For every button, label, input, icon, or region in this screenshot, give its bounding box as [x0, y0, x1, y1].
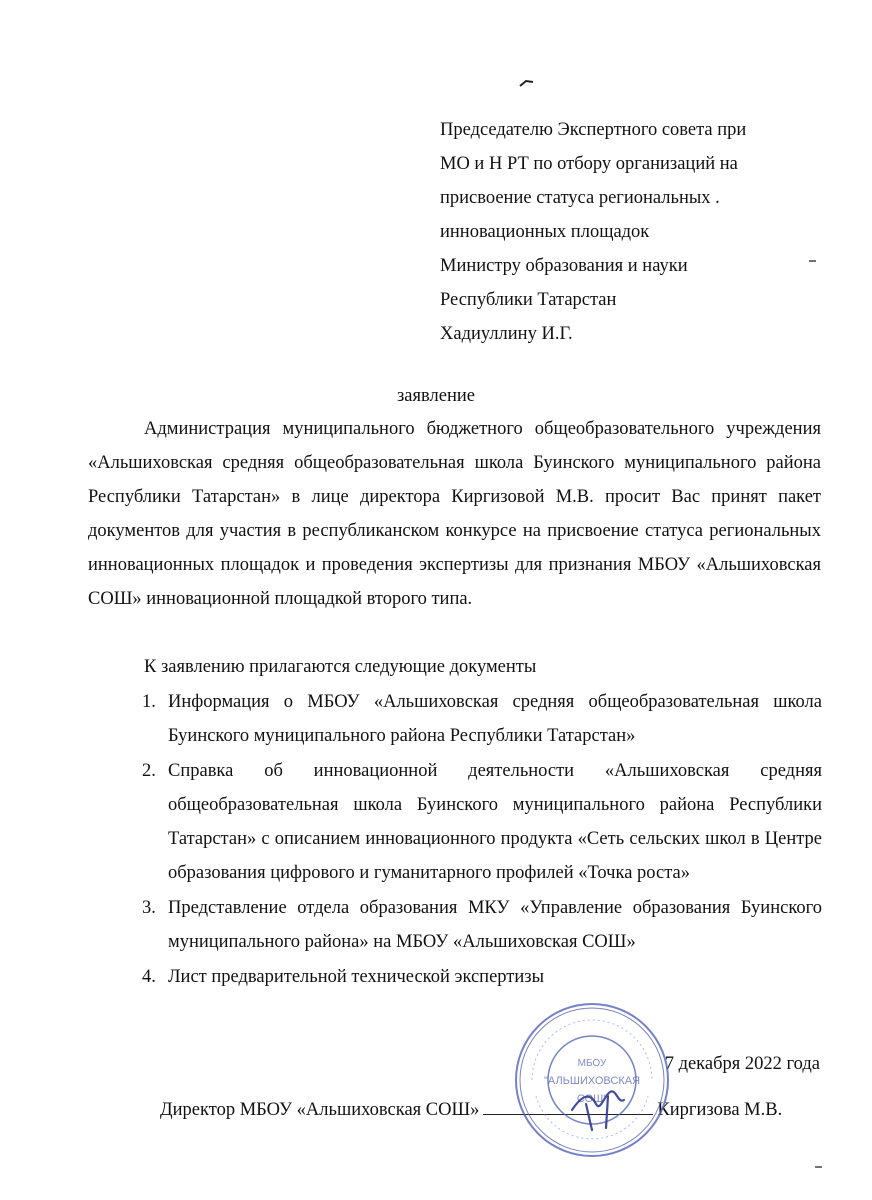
addressee-line: Республики Татарстан [440, 290, 617, 310]
document-date: 7 декабря 2022 года [664, 1054, 820, 1074]
addressee-line: МО и Н РТ по отбору организаций на [440, 154, 738, 174]
scan-mark [814, 1164, 824, 1170]
list-item [142, 754, 822, 890]
list-item-number: 2. [142, 761, 156, 781]
list-item [142, 891, 822, 959]
list-item-text: Информация о МБОУ «Альшиховская средняя общеобразовательная школа Буинского муниципального района Республики Татарстан» [168, 692, 822, 746]
attachments-list [142, 685, 822, 995]
addressee-block [440, 113, 800, 351]
scan-mark [518, 78, 538, 88]
signatory-position: Директор МБОУ «Альшиховская СОШ» [160, 1100, 480, 1120]
signature-row [160, 1090, 820, 1127]
list-item [142, 960, 822, 994]
list-item-text: Представление отдела образования МКУ «Управление образования Буинского муниципального района» на МБОУ «Альшиховская СОШ» [168, 898, 822, 952]
attachments-intro: К заявлению прилагаются следующие документы [144, 657, 537, 677]
list-item [142, 685, 822, 753]
list-item-number: 1. [142, 692, 156, 712]
addressee-line: инновационных площадок [440, 222, 650, 242]
list-item-text: Лист предварительной технической экспертизы [168, 967, 545, 987]
list-item-number: 4. [142, 967, 156, 987]
addressee-line: присвоение статуса региональных . [440, 188, 720, 208]
signatory-name: Киргизова М.В. [657, 1100, 783, 1120]
addressee-line: Председателю Экспертного совета при [440, 120, 747, 140]
scan-mark [808, 258, 818, 264]
stamp-line-1: МБОУ [577, 1058, 607, 1069]
stamp-line-2: "АЛЬШИХОВСКАЯ [543, 1075, 641, 1087]
document-title: заявление [397, 386, 475, 406]
list-item-text: Справка об инновационной деятельности «Альшиховская средняя общеобразовательная школа Буинского муниципального района Республики Татарстан» с описанием инновационного продукта «Сеть сельских школ в Центре образования цифрового и гуманитарного профилей «Точка роста» [168, 761, 822, 883]
addressee-line: Хадиуллину И.Г. [440, 324, 573, 344]
official-stamp [512, 1000, 672, 1160]
list-item-number: 3. [142, 898, 156, 918]
stamp-line-3: СОШ" [576, 1093, 608, 1105]
application-body: Администрация муниципального бюджетного общеобразовательного учреждения «Альшиховская средняя общеобразовательная школа Буинского муниципального района Республики Татарстан» в лице директора Киргизовой М.В. просит Вас принят пакет документов для участия в республиканском конкурсе на присвоение статуса региональных инновационных площадок и проведения экспертизы для признания МБОУ «Альшиховская СОШ» инновационной площадкой второго типа. [88, 419, 821, 609]
addressee-line: Министру образования и науки [440, 256, 688, 276]
